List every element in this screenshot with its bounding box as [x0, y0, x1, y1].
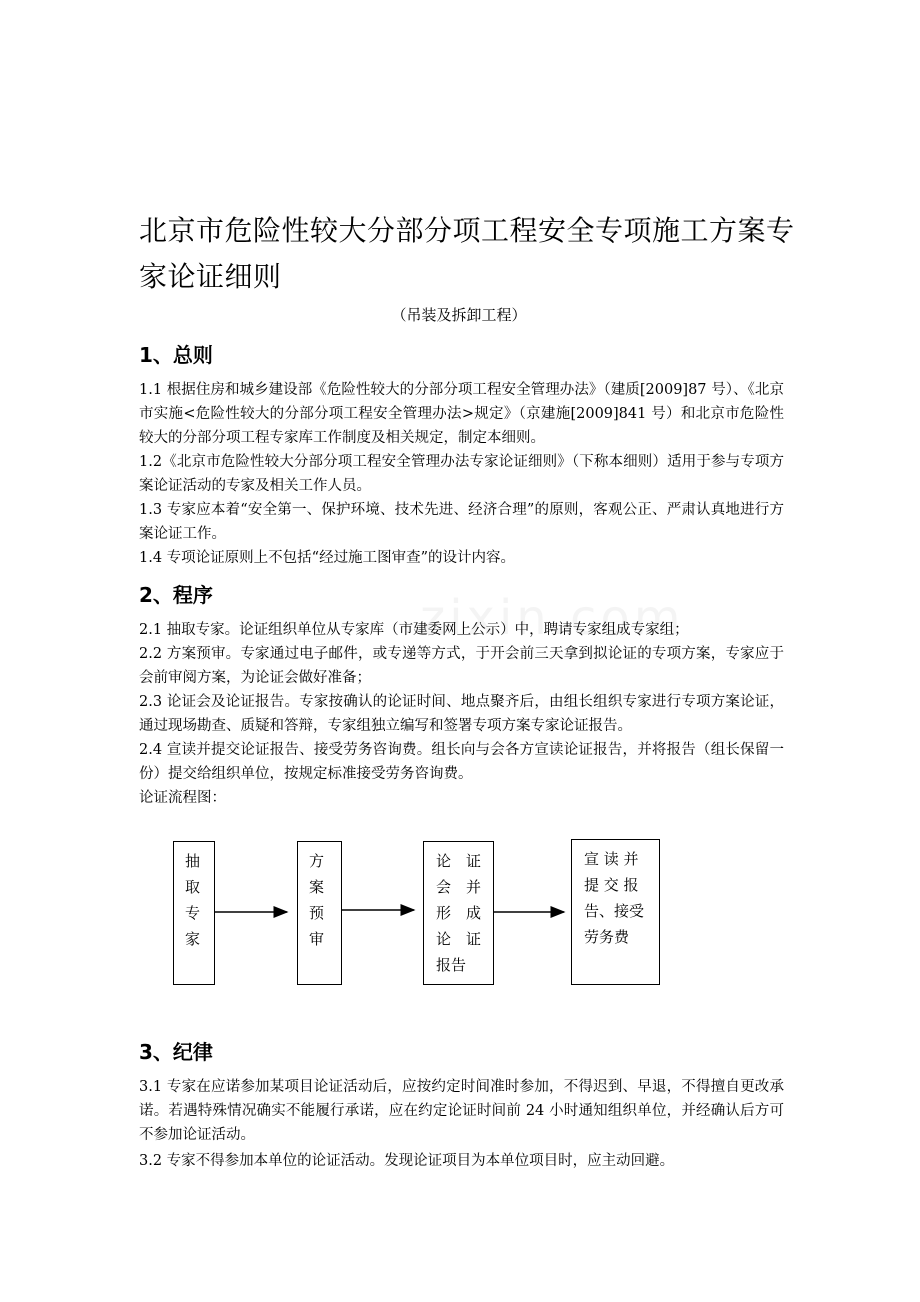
document-subtitle: （吊装及拆卸工程） [391, 306, 527, 324]
section-heading-general: 1、总则 [139, 343, 213, 367]
paragraph-2-1: 2.1 抽取专家。论证组织单位从专家库（市建委网上公示）中，聘请专家组成专家组； [139, 622, 689, 638]
flow-step-text: 取 [185, 878, 201, 896]
paragraph-2-4: 2.4 宣读并提交论证报告、接受劳务咨询费。组长向与会各方宣读论证报告，并将报告（组长保留一份）提交给组织单位，按规定标准接受劳务咨询费。 [139, 742, 784, 783]
flow-step-text: 方 [309, 852, 325, 870]
flow-step-text: 提 交 报 [584, 876, 639, 894]
flow-step-text: 形 成 [436, 904, 482, 922]
paragraph-3-2: 3.2 专家不得参加本单位的论证活动。发现论证项目为本单位项目时，应主动回避。 [139, 1153, 675, 1169]
flow-step-text: 报告 [436, 956, 467, 974]
flow-step-text: 预 [309, 904, 325, 922]
flow-step-text: 审 [309, 930, 325, 948]
paragraph-1-2: 1.2《北京市危险性较大分部分项工程安全管理办法专家论证细则》（下称本细则）适用于参与专项方案论证活动的专家及相关工作人员。 [139, 454, 784, 495]
flow-step-text: 告、接受 [584, 902, 645, 920]
flowchart-caption: 论证流程图： [139, 790, 226, 806]
paragraph-2-2: 2.2 方案预审。专家通过电子邮件，或专递等方式，于开会前三天拿到拟论证的专项方案，专家应于会前审阅方案，为论证会做好准备； [139, 646, 784, 687]
paragraph-1-3: 1.3 专家应本着“安全第一、保护环境、技术先进、经济合理”的原则，客观公正、严肃认真地进行方案论证工作。 [139, 502, 784, 543]
paragraph-1-1: 1.1 根据住房和城乡建设部《危险性较大的分部分项工程安全管理办法》（建质[2009]87 号）、《北京市实施<危险性较大的分部分项工程安全管理办法>规定》（京建施[2009]841 号）和北京市危险性较大的分部分项工程专家库工作制度及相关规定，制定本细则。 [139, 382, 784, 447]
flow-step-text: 家 [185, 930, 201, 948]
paragraph-3-1: 3.1 专家在应诺参加某项目论证活动后，应按约定时间准时参加，不得迟到、早退，不得擅自更改承诺。若遇特殊情况确实不能履行承诺，应在约定论证时间前 24 小时通知组织单位，并经确认后方可不参加论证活动。 [139, 1079, 784, 1144]
flow-step-text: 论 证 [436, 930, 482, 948]
document-title: 北京市危险性较大分部分项工程安全专项施工方案专家论证细则 [139, 214, 795, 293]
flow-step-text: 宣 读 并 [584, 850, 639, 868]
flow-step-text: 论 证 [436, 852, 482, 870]
flow-step-text: 会 并 [436, 878, 482, 896]
section-heading-procedure: 2、程序 [139, 583, 213, 607]
flow-step-text: 专 [185, 904, 201, 922]
section-heading-discipline: 3、纪律 [139, 1040, 213, 1064]
paragraph-1-4: 1.4 专项论证原则上不包括“经过施工图审查”的设计内容。 [139, 550, 515, 566]
flow-step-text: 抽 [185, 852, 201, 870]
paragraph-2-3: 2.3 论证会及论证报告。专家按确认的论证时间、地点聚齐后，由组长组织专家进行专项方案论证，通过现场勘查、质疑和答辩，专家组独立编写和签署专项方案专家论证报告。 [139, 694, 784, 735]
watermark [420, 590, 684, 646]
flow-step-text: 案 [309, 878, 325, 896]
flow-step-text: 劳务费 [584, 928, 630, 946]
